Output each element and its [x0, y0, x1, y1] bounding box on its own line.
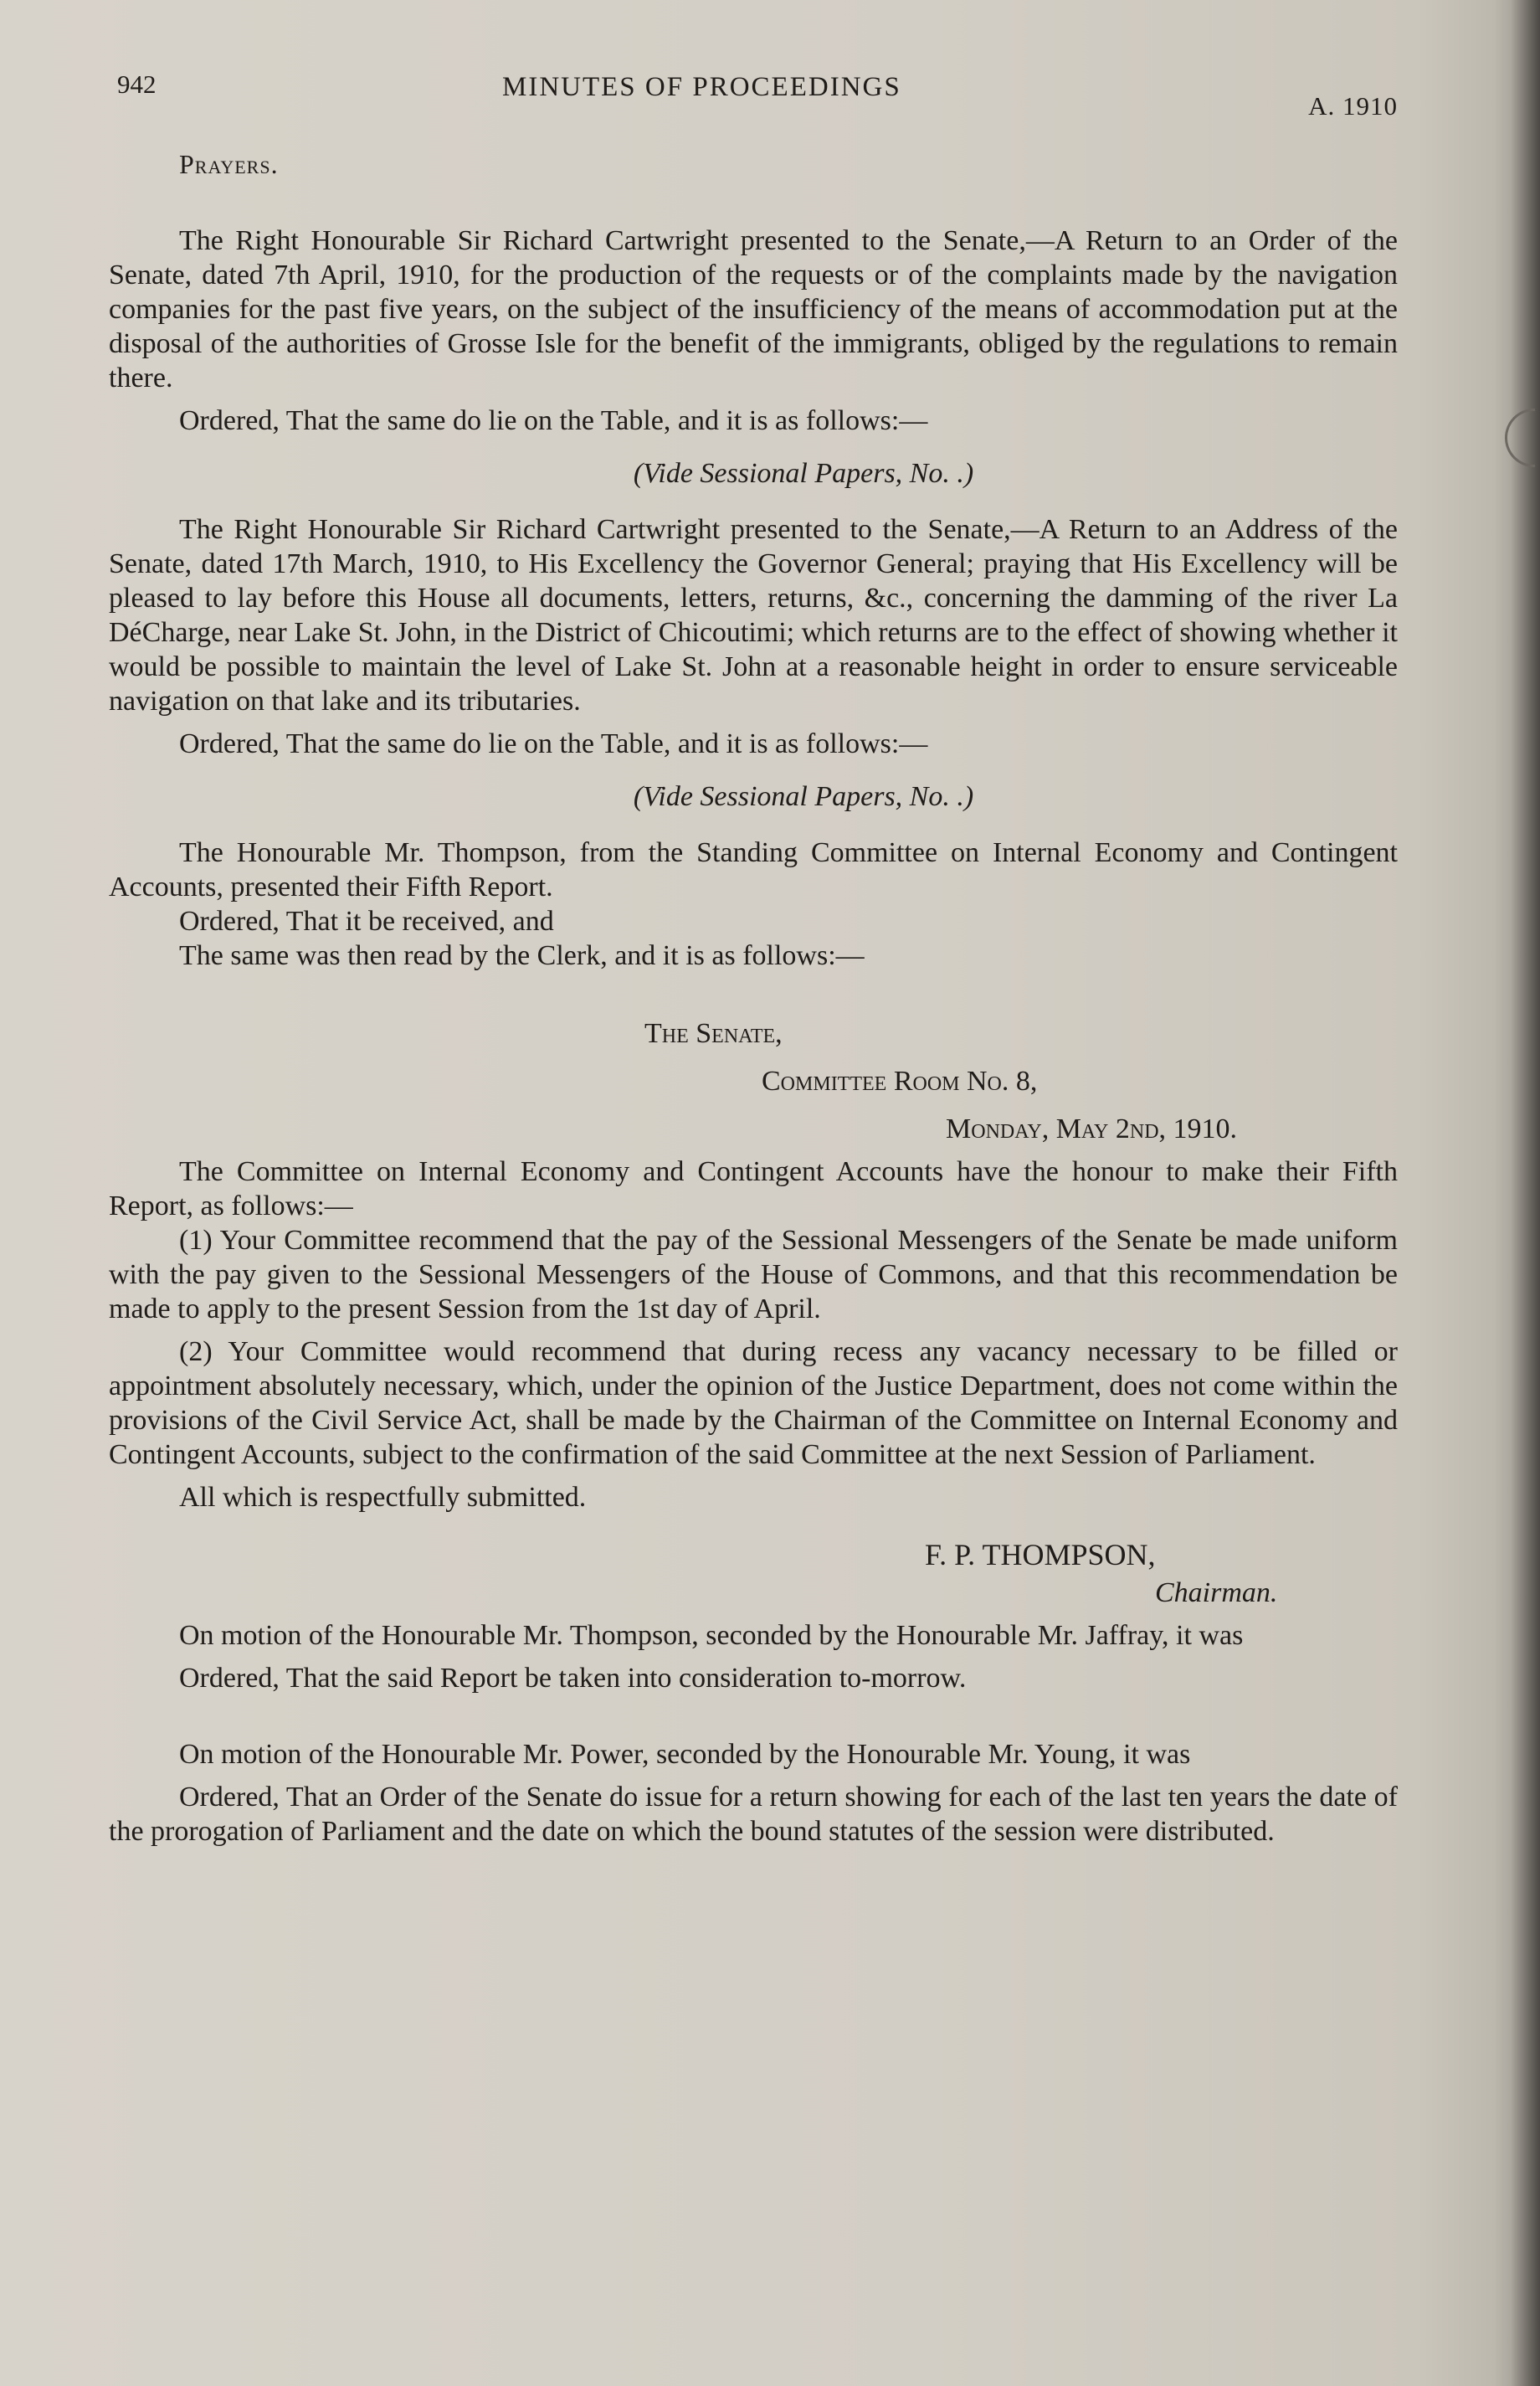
- prayers-heading: Prayers.: [179, 149, 279, 179]
- ordered-received: Ordered, That it be received, and: [179, 906, 554, 937]
- bookmark-clip-icon: [1505, 409, 1535, 467]
- report-date: Monday, May 2nd, 1910.: [946, 1113, 1238, 1144]
- paragraph-cartwright-return-2: The Right Honourable Sir Richard Cartwright presented to the Senate,—A Return to an Address of the Senate, dated 17th March, 1910, to His Excellency the Governor General; praying that His Excellency will be pleased to lay before this House all documents, letters, returns, &c., concerning the damming of the river La DéCharge, near Lake St. John, in the District of Chicoutimi; which returns are to the effect of showing whether it would be possible to maintain the level of Lake St. John at a reasonable height in order to ensure serviceable navigation on that lake and its tributaries.: [109, 514, 1398, 717]
- ordered-consideration: Ordered, That the said Report be taken into consideration to-morrow.: [179, 1663, 967, 1694]
- motion-thompson: On motion of the Honourable Mr. Thompson, seconded by the Honourable Mr. Jaffray, it was: [179, 1620, 1244, 1651]
- read-by-clerk: The same was then read by the Clerk, and it is as follows:—: [179, 940, 865, 971]
- ordered-table-1: Ordered, That the same do lie on the Table, and it is as follows:—: [179, 405, 928, 436]
- ordered-return-prorogation: Ordered, That an Order of the Senate do issue for a return showing for each of the last ten years the date of the prorogation of Parliament and the date on which the bound statutes of the session were distributed.: [109, 1782, 1398, 1847]
- page-number: 942: [117, 69, 157, 99]
- report-item-2: (2) Your Committee would recommend that during recess any vacancy necessary to be filled or appointment absolutely necessary, which, under the opinion of the Justice Department, does not come within the provisions of the Civil Service Act, shall be made by the Chairman of the Committee on Internal Economy and Contingent Accounts, subject to the confirmation of the said Committee at the next Session of Parliament.: [109, 1336, 1398, 1470]
- paragraph-cartwright-return-1: The Right Honourable Sir Richard Cartwright presented to the Senate,—A Return to an Order of the Senate, dated 7th April, 1910, for the production of the requests or of the complaints made by the navigation companies for the past five years, on the subject of the insufficiency of the means of accommodation put at the disposal of the authorities of Grosse Isle for the benefit of the immigrants, obliged by the regulations to remain there.: [109, 225, 1398, 393]
- vide-sessional-papers-1: (Vide Sessional Papers, No. .): [633, 458, 974, 489]
- page-content: [109, 67, 1398, 1849]
- signature-name: F. P. THOMPSON,: [925, 1538, 1156, 1571]
- report-closing: All which is respectfully submitted.: [179, 1482, 587, 1513]
- report-intro: The Committee on Internal Economy and Contingent Accounts have the honour to make their Fifth Report, as follows:—: [109, 1156, 1398, 1221]
- report-item-1: (1) Your Committee recommend that the pay of the Sessional Messengers of the Senate be made uniform with the pay given to the Sessional Messengers of the House of Commons, and that this recommendation be made to apply to the present Session from the 1st day of April.: [109, 1225, 1398, 1324]
- paragraph-thompson-report: The Honourable Mr. Thompson, from the Standing Committee on Internal Economy and Contingent Accounts, presented their Fifth Report.: [109, 837, 1398, 902]
- report-place-senate: The Senate,: [644, 1018, 783, 1049]
- running-title: MINUTES OF PROCEEDINGS: [502, 72, 901, 102]
- book-spine-shadow: [1512, 0, 1540, 2386]
- ordered-table-2: Ordered, That the same do lie on the Table, and it is as follows:—: [179, 728, 928, 759]
- signature-title: Chairman.: [1155, 1577, 1278, 1608]
- motion-power: On motion of the Honourable Mr. Power, seconded by the Honourable Mr. Young, it was: [179, 1739, 1191, 1770]
- page-header: [109, 67, 1398, 134]
- year-label: A. 1910: [1308, 91, 1398, 121]
- report-place-committee-room: Committee Room No. 8,: [762, 1066, 1038, 1097]
- vide-sessional-papers-2: (Vide Sessional Papers, No. .): [633, 781, 974, 812]
